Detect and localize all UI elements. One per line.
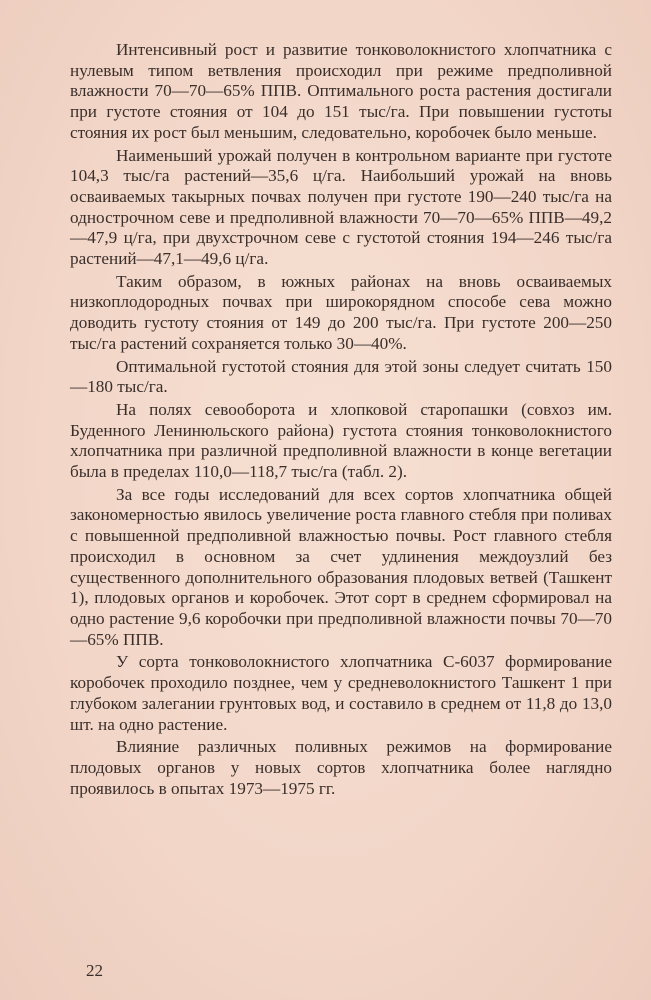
page-number: 22 xyxy=(86,961,103,980)
paragraph-2: Наименьший урожай получен в контрольном варианте при густоте 104,3 тыс/га растений—35,6 ц/га. Наибольший урожай на вновь осваиваемых такырных почвах получен при густоте 190—240 тыс/га на однострочном севе и предполивной влажности 70—70—65% ППВ—49,2—47,9 ц/га, при двухстрочном севе с густотой стояния 194—246 тыс/га растений—47,1—49,6 ц/га. xyxy=(70,145,612,269)
paragraph-3: Таким образом, в южных районах на вновь осваиваемых низкоплодородных почвах при широкорядном способе сева можно доводить густоту стояния от 149 до 200 тыс/га. При густоте 200—250 тыс/га растений сохраняется только 30—40%. xyxy=(70,271,612,353)
paragraph-5: На полях севооборота и хлопковой старопашки (совхоз им. Буденного Ленинюльского района) густота стояния тонковолокнистого хлопчатника при различной предполивной влажности в конце вегетации была в пределах 110,0—118,7 тыс/га (табл. 2). xyxy=(70,399,612,482)
paragraph-7: У сорта тонковолокнистого хлопчатника С-6037 формирование коробочек проходило позднее, чем у средневолокнистого Ташкент 1 при глубоком залегании грунтовых вод, и составило в среднем от 11,8 до 13,0 шт. на одно растение. xyxy=(70,652,612,734)
paragraph-1: Интенсивный рост и развитие тонковолокнистого хлопчатника с нулевым типом ветвления происходил при режиме предполивной влажности 70—70—65% ППВ. Оптимального роста растения достигали при густоте стояния от 104 до 151 тыс/га. При повышении густоты стояния их рост был меньшим, следовательно, коробочек было меньше. xyxy=(70,40,612,142)
paragraph-4: Оптимальной густотой стояния для этой зоны следует считать 150—180 тыс/га. xyxy=(70,356,612,397)
body-text xyxy=(70,40,612,801)
paragraph-8: Влияние различных поливных режимов на формирование плодовых органов у новых сортов хлопчатника более наглядно проявилось в опытах 1973—1975 гг. xyxy=(70,737,612,798)
paragraph-6: За все годы исследований для всех сортов хлопчатника общей закономерностью явилось увеличение роста главного стебля при поливах с повышенной предполивной влажностью почвы. Рост главного стебля происходил в основном за счет удлинения междоузлий без существенного дополнительного образования плодовых ветвей (Ташкент 1), плодовых органов и коробочек. Этот сорт в среднем сформировал на одно растение 9,6 коробочки при предполивной влажности почвы 70—70—65% ППВ. xyxy=(70,484,612,649)
